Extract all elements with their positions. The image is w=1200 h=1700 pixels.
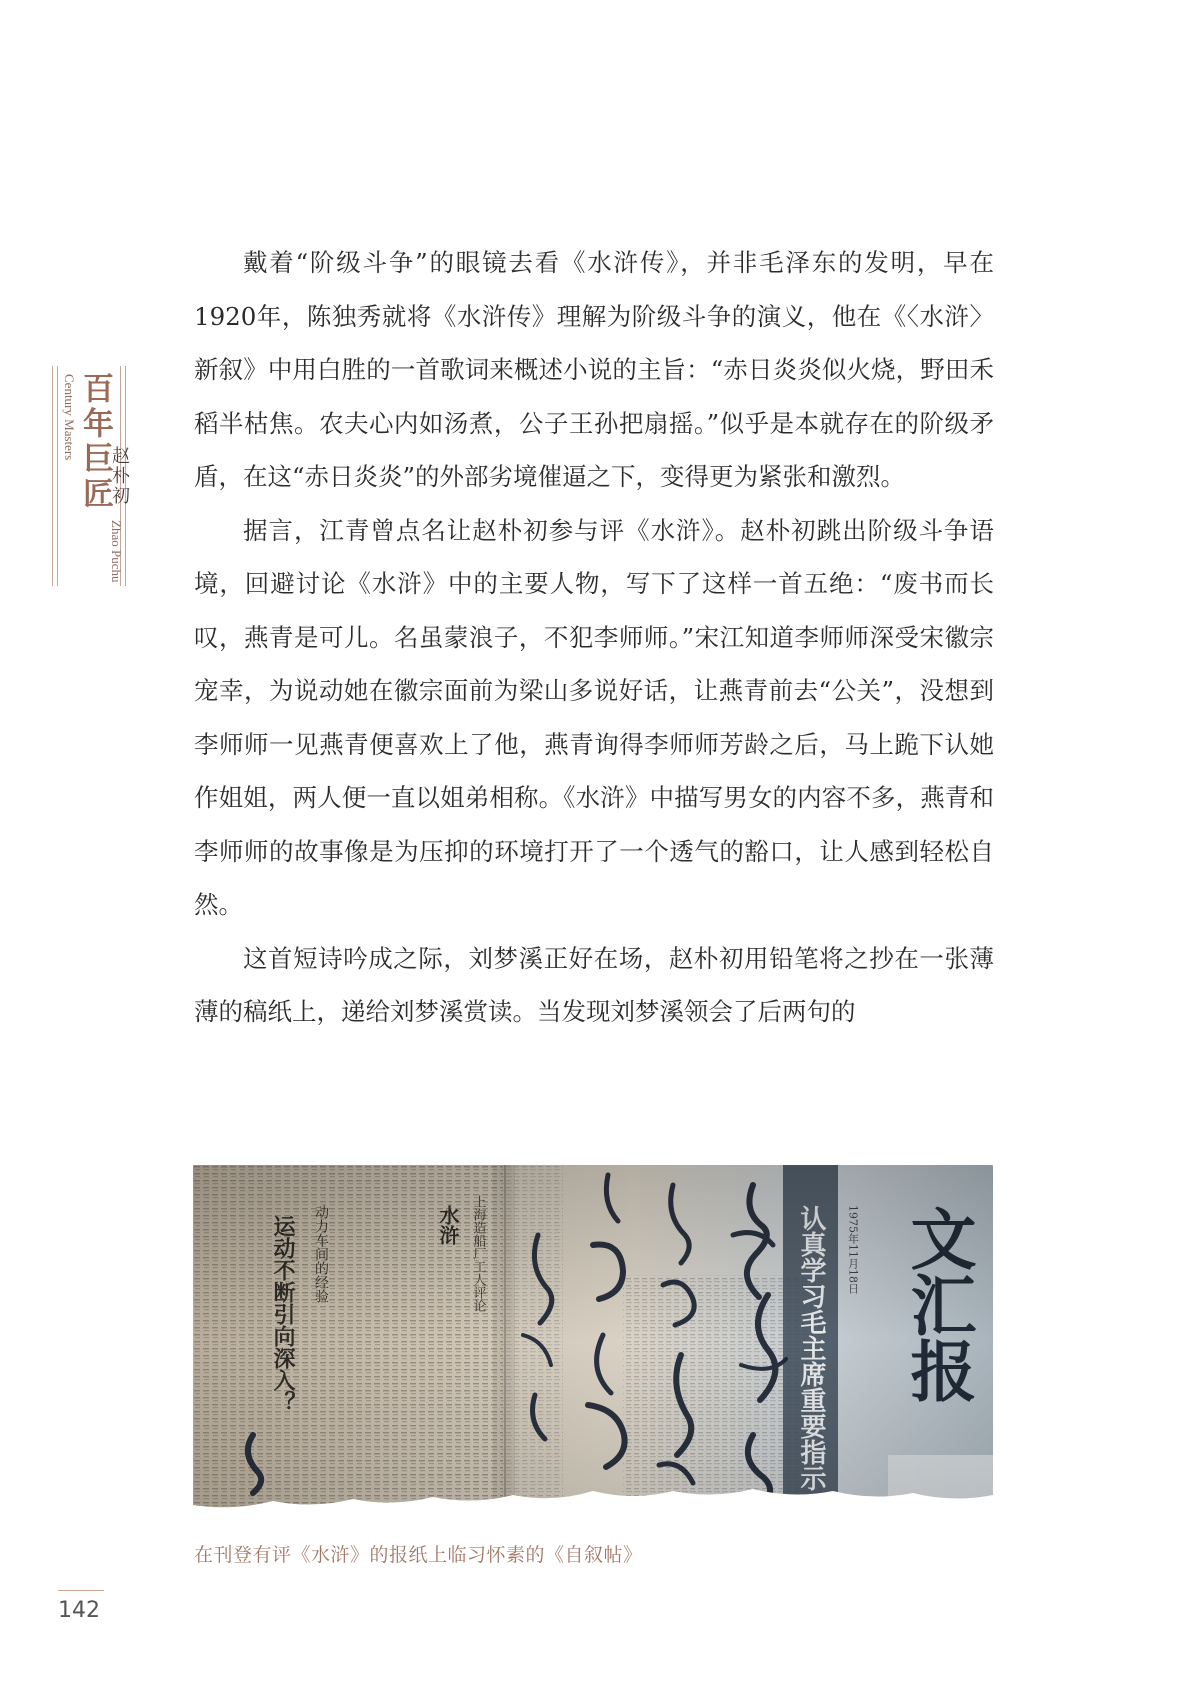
- newspaper-calligraphy-photo: [193, 1165, 993, 1517]
- series-sidebar: [52, 366, 130, 586]
- subject-name-en: Zhao Puchu: [109, 520, 124, 583]
- series-title: 百年巨匠: [77, 372, 113, 512]
- series-title-en: Century Masters: [62, 374, 77, 461]
- page-number: 142: [58, 1598, 100, 1623]
- page-number-rule: [58, 1590, 104, 1591]
- sidebar-rule-left: [57, 366, 58, 586]
- paragraph-1: 戴着“阶级斗争”的眼镜去看《水浒传》，并非毛泽东的发明，早在1920年，陈独秀就将《水浒传》理解为阶级斗争的演义，他在《〈水浒〉新叙》中用白胜的一首歌词来概述小说的主旨：“赤日炎炎似火烧，野田禾稻半枯焦。农夫心内如汤煮，公子王孙把扇摇。”似乎是本就存在的阶级矛盾，在这“赤日炎炎”的外部劣境催逼之下，变得更为紧张和激烈。: [194, 248, 994, 491]
- article-body: [194, 236, 994, 1039]
- subject-name-cn: 赵朴初: [109, 446, 130, 506]
- paragraph-3: 这首短诗吟成之际，刘梦溪正好在场，赵朴初用铅笔将之抄在一张薄薄的稿纸上，递给刘梦溪赏读。当发现刘梦溪领会了后两句的: [194, 943, 994, 1026]
- photo-caption: 在刊登有评《水浒》的报纸上临习怀素的《自叙帖》: [194, 1544, 643, 1566]
- paragraph-2: 据言，江青曾点名让赵朴初参与评《水浒》。赵朴初跳出阶级斗争语境，回避讨论《水浒》中的主要人物，写下了这样一首五绝：“废书而长叹，燕青是可儿。名虽蒙浪子，不犯李师师。”宋江知道李师师深受宋徽宗宠幸，为说动她在徽宗面前为梁山多说好话，让燕青前去“公关”，没想到李师师一见燕青便喜欢上了他，燕青询得李师师芳龄之后，马上跪下认她作姐姐，两人便一直以姐弟相称。《水浒》中描写男女的内容不多，燕青和李师师的故事像是为压抑的环境打开了一个透气的豁口，让人感到轻松自然。: [194, 515, 994, 919]
